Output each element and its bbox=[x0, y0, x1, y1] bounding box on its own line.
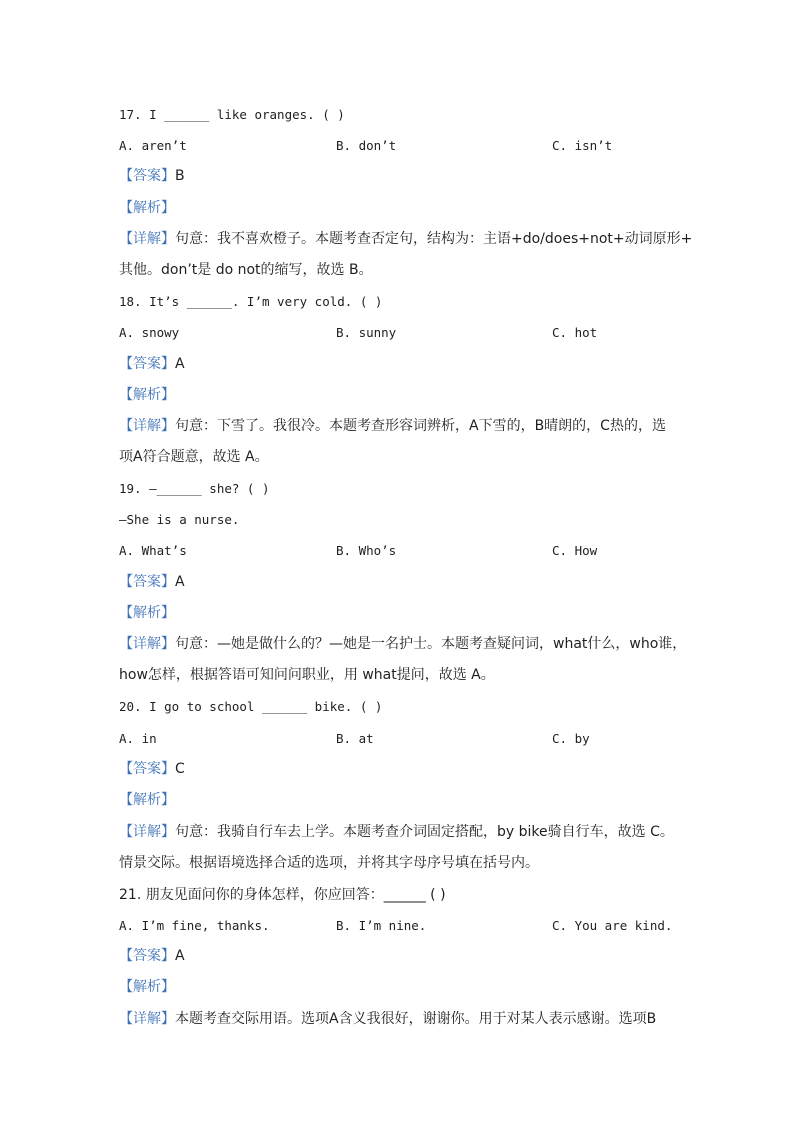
q21-answer: A bbox=[175, 948, 185, 964]
q19-answer: A bbox=[175, 574, 185, 590]
q17-answer-row bbox=[119, 165, 185, 185]
q20-option-a: A. in bbox=[119, 731, 157, 746]
q18-detail-text-1: 句意：下雪了。我很冷。本题考查形容词辨析，A下雪的，B晴朗的，C热的，选 bbox=[175, 418, 666, 434]
q20-detail-line-1 bbox=[119, 821, 674, 841]
answer-tag: 【答案】 bbox=[119, 574, 175, 590]
answer-tag: 【答案】 bbox=[119, 761, 175, 777]
question-20-stem: 20. I go to school ______ bike. ( ) bbox=[119, 699, 383, 714]
section-instruction: 情景交际。根据语境选择合适的选项，并将其字母序号填在括号内。 bbox=[119, 855, 539, 871]
q19-analysis-tag: 【解析】 bbox=[119, 605, 175, 621]
q19-detail-line-1 bbox=[119, 633, 686, 653]
q19-detail-line-2: how怎样，根据答语可知问问职业，用 what提问，故选 A。 bbox=[119, 667, 495, 683]
q19-option-c: C. How bbox=[552, 543, 598, 558]
q18-answer-row bbox=[119, 353, 185, 373]
q17-option-c: C. isn’t bbox=[552, 138, 613, 153]
q17-analysis-tag: 【解析】 bbox=[119, 200, 175, 216]
detail-tag: 【详解】 bbox=[119, 1011, 175, 1027]
q17-option-b: B. don’t bbox=[336, 138, 397, 153]
detail-tag: 【详解】 bbox=[119, 824, 175, 840]
q17-detail-line-2: 其他。don’t是 do not的缩写，故选 B。 bbox=[119, 262, 373, 278]
q18-detail-line-1 bbox=[119, 415, 666, 435]
q21-detail-text-1: 本题考查交际用语。选项A含义我很好，谢谢你。用于对某人表示感谢。选项B bbox=[175, 1011, 657, 1027]
q21-option-a: A. I’m fine, thanks. bbox=[119, 918, 270, 933]
q20-detail-text-1: 句意：我骑自行车去上学。本题考查介词固定搭配，by bike骑自行车，故选 C。 bbox=[175, 824, 674, 840]
q18-option-a: A. snowy bbox=[119, 325, 180, 340]
detail-tag: 【详解】 bbox=[119, 636, 175, 652]
q18-answer: A bbox=[175, 356, 185, 372]
q20-answer: C bbox=[175, 761, 185, 777]
question-17-stem: 17. I ______ like oranges. ( ) bbox=[119, 107, 345, 122]
q18-analysis-tag: 【解析】 bbox=[119, 387, 175, 403]
q21-option-b: B. I’m nine. bbox=[336, 918, 427, 933]
answer-tag: 【答案】 bbox=[119, 168, 175, 184]
question-21-stem: 21. 朋友见面问你的身体怎样，你应回答：______ ( ) bbox=[119, 887, 446, 903]
q19-answer-row bbox=[119, 571, 185, 591]
q19-detail-text-1: 句意：—她是做什么的？—她是一名护士。本题考查疑问词，what什么，who谁， bbox=[175, 636, 687, 652]
question-18-stem: 18. It’s ______. I’m very cold. ( ) bbox=[119, 294, 383, 309]
q19-option-a: A. What’s bbox=[119, 543, 187, 558]
q20-option-c: C. by bbox=[552, 731, 590, 746]
q17-detail-line-1 bbox=[119, 228, 692, 248]
answer-tag: 【答案】 bbox=[119, 948, 175, 964]
q21-option-c: C. You are kind. bbox=[552, 918, 673, 933]
detail-tag: 【详解】 bbox=[119, 231, 175, 247]
q21-answer-row bbox=[119, 945, 185, 965]
q21-detail-line-1 bbox=[119, 1008, 656, 1028]
question-19-stem-2: —She is a nurse. bbox=[119, 512, 240, 527]
q17-option-a: A. aren’t bbox=[119, 138, 187, 153]
q17-answer: B bbox=[175, 168, 185, 184]
q21-analysis-tag: 【解析】 bbox=[119, 979, 175, 995]
q20-answer-row bbox=[119, 758, 185, 778]
q18-detail-line-2: 项A符合题意，故选 A。 bbox=[119, 449, 269, 465]
q18-option-b: B. sunny bbox=[336, 325, 397, 340]
q20-analysis-tag: 【解析】 bbox=[119, 792, 175, 808]
answer-tag: 【答案】 bbox=[119, 356, 175, 372]
question-19-stem: 19. —______ she? ( ) bbox=[119, 481, 270, 496]
detail-tag: 【详解】 bbox=[119, 418, 175, 434]
q20-option-b: B. at bbox=[336, 731, 374, 746]
q19-option-b: B. Who’s bbox=[336, 543, 397, 558]
q17-detail-text-1: 句意：我不喜欢橙子。本题考查否定句，结构为：主语+do/does+not+动词原形+ bbox=[175, 231, 693, 247]
q18-option-c: C. hot bbox=[552, 325, 598, 340]
